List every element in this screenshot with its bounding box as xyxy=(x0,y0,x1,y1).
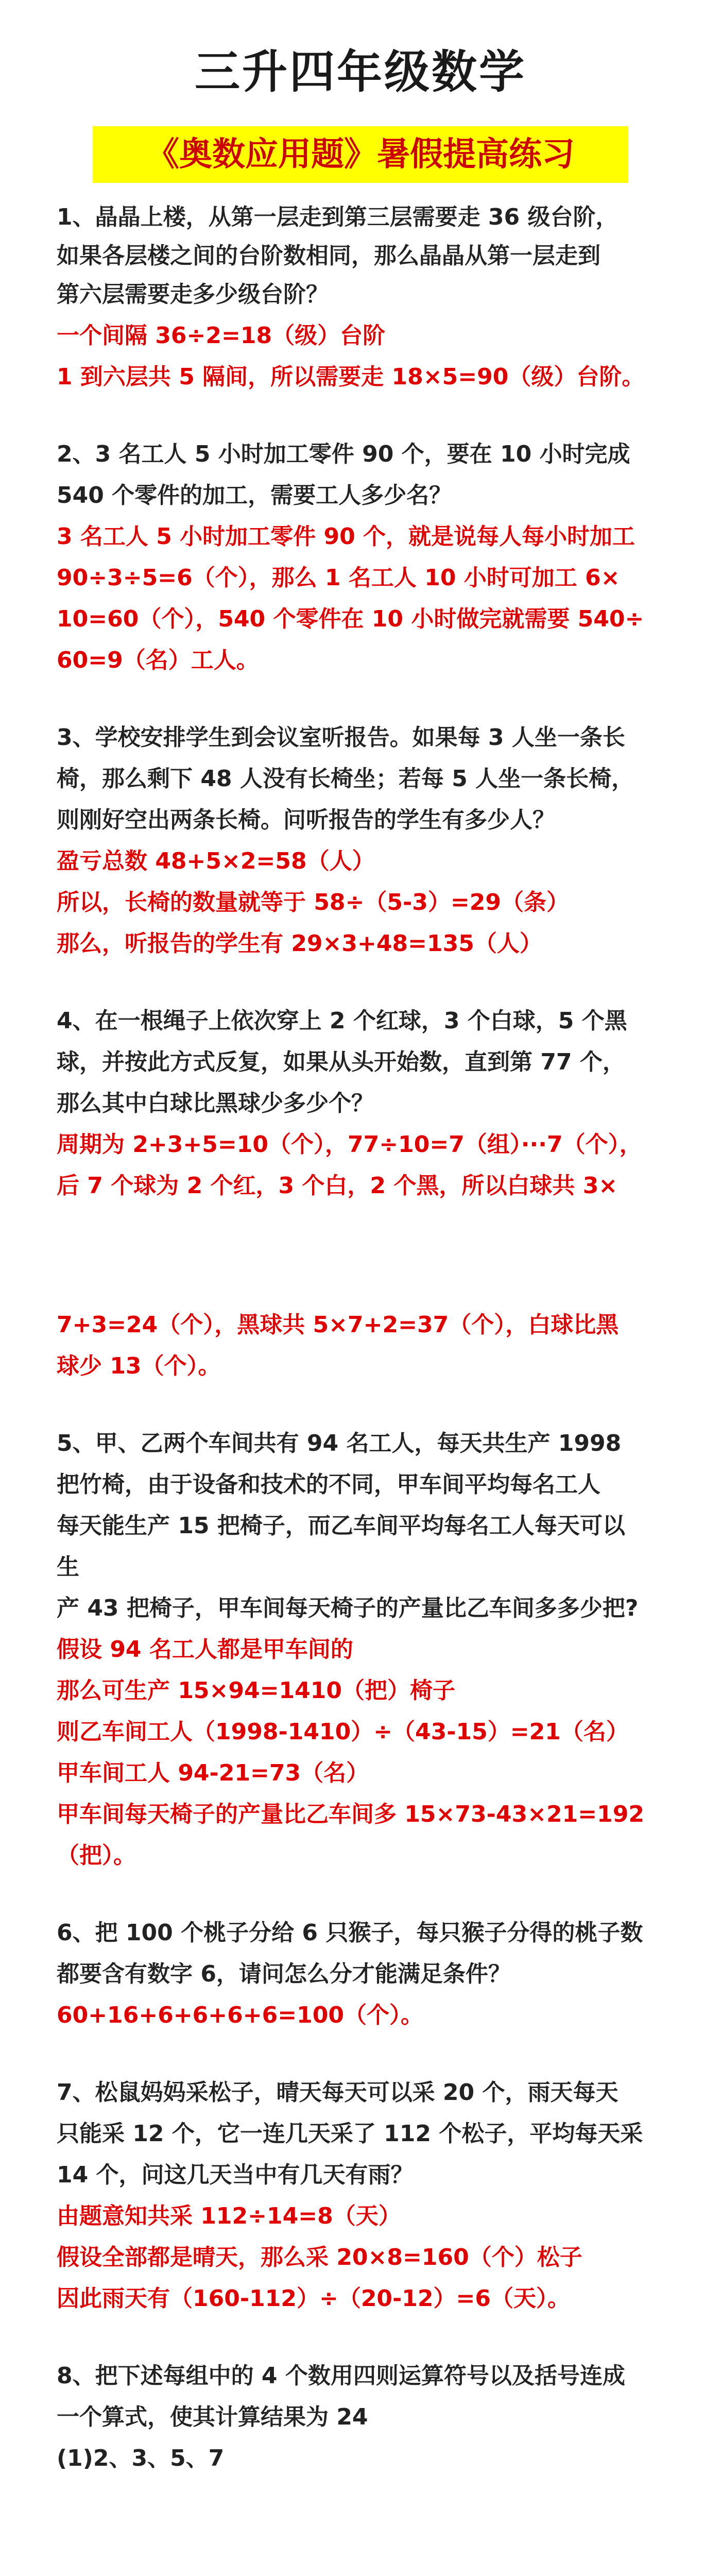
problem-3-answer-line-1: 盈亏总数 48+5×2=58（人） xyxy=(57,848,375,874)
problem-5-answer-line-1: 假设 94 名工人都是甲车间的 xyxy=(57,1636,353,1663)
problem-3-question-line-3: 则刚好空出两条长椅。问听报告的学生有多少人？ xyxy=(57,807,555,833)
problem-3-answer-line-2: 所以，长椅的数量就等于 58÷（5-3）=29（条） xyxy=(57,889,570,916)
problem-7-question-line-3: 14 个，问这几天当中有几天有雨？ xyxy=(57,2162,414,2188)
problem-5-question-line-1: 5、甲、乙两个车间共有 94 名工人，每天共生产 1998 xyxy=(57,1430,622,1456)
problem-8-question-line-3: (1)2、3、5、7 xyxy=(57,2445,225,2471)
problem-7-answer-line-3: 因此雨天有（160-112）÷（20-12）=6（天）。 xyxy=(57,2285,571,2312)
problem-2-answer-line-4: 60=9（名）工人。 xyxy=(57,647,259,673)
problem-1-question-line-3: 第六层需要走多少级台阶？ xyxy=(57,281,329,308)
problem-2-answer-line-1: 3 名工人 5 小时加工零件 90 个，就是说每人每小时加工 xyxy=(57,523,636,550)
problem-5-answer-line-3: 则乙车间工人（1998-1410）÷（43-15）=21（名） xyxy=(57,1719,629,1745)
problem-4-question-line-3: 那么其中白球比黑球少多少个？ xyxy=(57,1090,374,1116)
problem-8-question-line-1: 8、把下述每组中的 4 个数用四则运算符号以及括号连成 xyxy=(57,2363,625,2389)
problem-7-question-line-1: 7、松鼠妈妈采松子，晴天每天可以采 20 个，雨天每天 xyxy=(57,2079,619,2106)
problem-5-answer-line-2: 那么可生产 15×94=1410（把）椅子 xyxy=(57,1677,455,1704)
problem-2-question-line-2: 540 个零件的加工，需要工人多少名？ xyxy=(57,482,452,509)
problem-5-question-line-4: 生 xyxy=(57,1554,79,1580)
problem-8-answer-line-1 xyxy=(57,2573,663,2576)
problem-7-answer-line-2: 假设全部都是晴天，那么采 20×8=160（个）松子 xyxy=(57,2244,582,2270)
problem-4-question-line-1: 4、在一根绳子上依次穿上 2 个红球，3 个白球，5 个黑 xyxy=(57,1008,627,1034)
problem-3-question-line-1: 3、学校安排学生到会议室听报告。如果每 3 人坐一条长 xyxy=(57,724,625,751)
problem-5-answer-line-6: （把）。 xyxy=(57,1842,136,1869)
problem-3-question-line-2: 椅，那么剩下 48 人没有长椅坐；若每 5 人坐一条长椅， xyxy=(57,766,634,792)
problem-1-question-line-1: 1、晶晶上楼，从第一层走到第三层需要走 36 级台阶， xyxy=(57,204,619,230)
page-title: 三升四年级数学 xyxy=(194,45,526,98)
problem-4-answer-line-4: 球少 13（个）。 xyxy=(57,1353,221,1379)
problem-5-question-line-3: 每天能生产 15 把椅子，而乙车间平均每名工人每天可以 xyxy=(57,1513,625,1539)
problem-6-answer-line-1: 60+16+6+6+6+6=100（个）。 xyxy=(57,2002,423,2028)
problem-7-answer-line-1: 由题意知共采 112÷14=8（天） xyxy=(57,2203,401,2229)
problem-7-question-line-2: 只能采 12 个，它一连几天采了 112 个松子，平均每天采 xyxy=(57,2121,643,2147)
problem-8-question-line-2: 一个算式，使其计算结果为 24 xyxy=(57,2404,368,2430)
problem-5-question-line-2: 把竹椅，由于设备和技术的不同，甲车间平均每名工人 xyxy=(57,1471,600,1498)
problem-5-answer-line-4: 甲车间工人 94-21=73（名） xyxy=(57,1760,369,1786)
problem-1-answer-line-2: 1 到六层共 5 隔间，所以需要走 18×5=90（级）台阶。 xyxy=(57,364,645,390)
problem-1-question-line-2: 如果各层楼之间的台阶数相同，那么晶晶从第一层走到 xyxy=(57,243,600,269)
problem-5-question-line-5: 产 43 把椅子，甲车间每天椅子的产量比乙车间多多少把? xyxy=(57,1595,639,1621)
problem-4-question-line-2: 球，并按此方式反复，如果从头开始数，直到第 77 个， xyxy=(57,1049,625,1075)
problem-1-answer-line-1: 一个间隔 36÷2=18（级）台阶 xyxy=(57,323,386,349)
problem-6-question-line-2: 都要含有数字 6，请问怎么分才能满足条件？ xyxy=(57,1961,511,1987)
subtitle-banner: 《奥数应用题》暑假提高练习 xyxy=(93,126,628,183)
problem-2-answer-line-2: 90÷3÷5=6（个），那么 1 名工人 10 小时可加工 6× xyxy=(57,565,620,591)
problem-4-answer-line-2: 后 7 个球为 2 个红，3 个白，2 个黑，所以白球共 3× xyxy=(57,1173,618,1199)
problem-3-answer-line-3: 那么，听报告的学生有 29×3+48=135（人） xyxy=(57,930,542,957)
problem-2-answer-line-3: 10=60（个），540 个零件在 10 小时做完就需要 540÷ xyxy=(57,606,644,632)
problem-2-question-line-1: 2、3 名工人 5 小时加工零件 90 个，要在 10 小时完成 xyxy=(57,441,630,467)
problem-5-answer-line-5: 甲车间每天椅子的产量比乙车间多 15×73-43×21=192 xyxy=(57,1801,644,1827)
problem-6-question-line-1: 6、把 100 个桃子分给 6 只猴子，每只猴子分得的桃子数 xyxy=(57,1920,643,1946)
problem-4-answer-line-1: 周期为 2+3+5=10（个），77÷10=7（组）···7（个）， xyxy=(57,1131,642,1158)
problem-4-answer-line-3: 7+3=24（个），黑球共 5×7+2=37（个），白球比黑 xyxy=(57,1312,619,1338)
